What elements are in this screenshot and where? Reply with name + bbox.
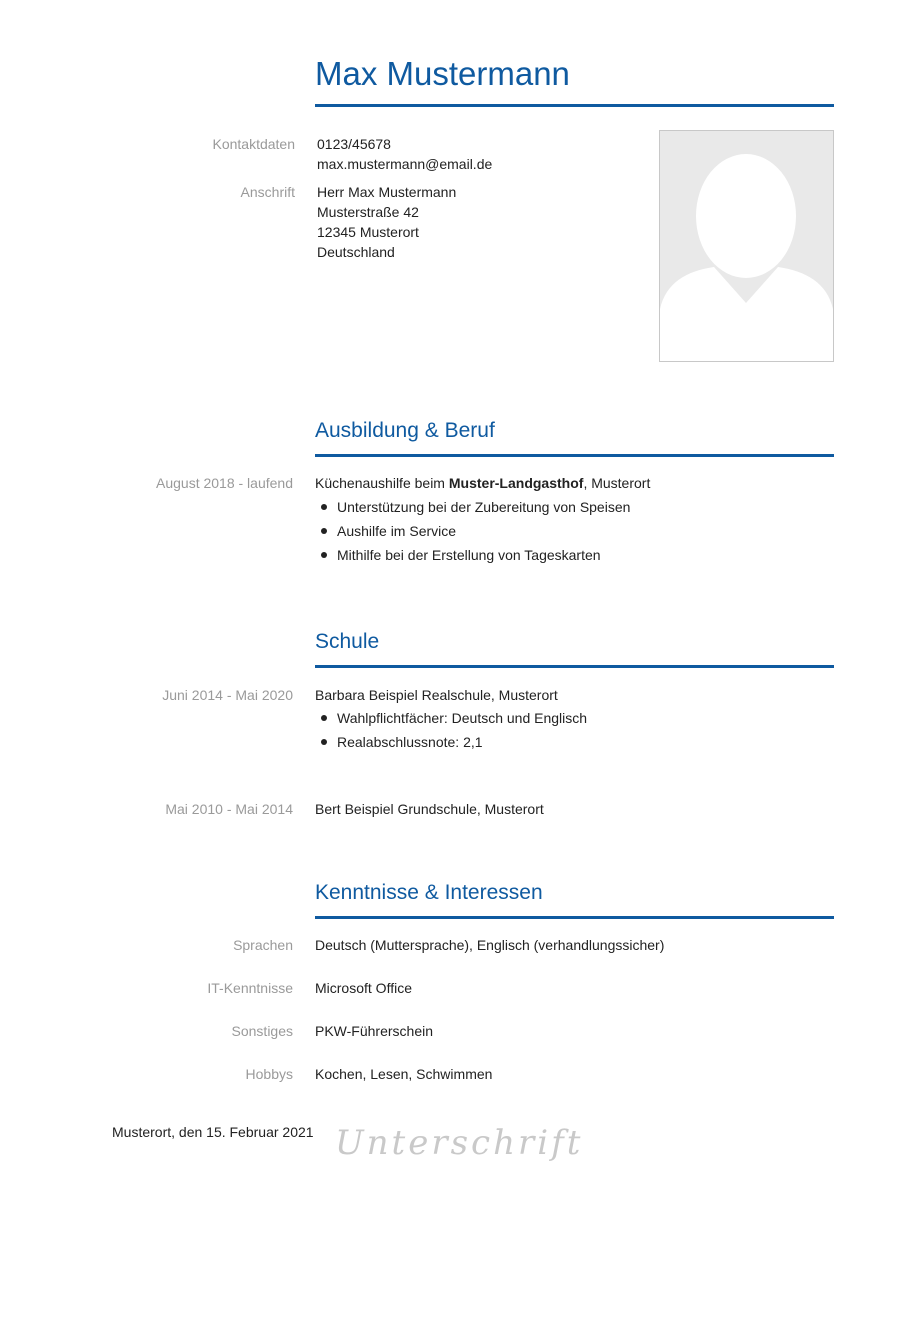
cv-name: Max Mustermann (315, 55, 570, 92)
school-title: Barbara Beispiel Realschule, Musterort (315, 687, 558, 703)
profile-photo-placeholder (659, 130, 834, 362)
contact-label: Kontaktdaten (212, 136, 295, 152)
phone-value: 0123/45678 (317, 136, 391, 152)
career-bullets (315, 497, 630, 569)
list-item: Aushilfe im Service (315, 521, 630, 545)
skill-value: Deutsch (Muttersprache), Englisch (verhandlungssicher) (315, 937, 665, 953)
skill-label: Sprachen (233, 937, 293, 953)
skill-label: IT-Kenntnisse (207, 980, 293, 996)
list-item: Mithilfe bei der Erstellung von Tageskarten (315, 545, 630, 569)
section-divider (315, 454, 834, 457)
section-heading-skills: Kenntnisse & Interessen (315, 881, 543, 904)
section-divider (315, 916, 834, 919)
employer-name: Muster-Landgasthof (448, 475, 584, 491)
signature: Unterschrift (335, 1123, 584, 1163)
list-item: Unterstützung bei der Zubereitung von Speisen (315, 497, 630, 521)
address-label: Anschrift (240, 184, 295, 200)
skill-value: Kochen, Lesen, Schwimmen (315, 1066, 493, 1082)
address-line: Herr Max Mustermann (317, 184, 457, 200)
email-value: max.mustermann@email.de (317, 156, 493, 172)
skill-value: PKW-Führerschein (315, 1023, 434, 1039)
address-line: Deutschland (317, 244, 395, 260)
skill-value: Microsoft Office (315, 980, 412, 996)
skill-label: Sonstiges (231, 1023, 293, 1039)
section-heading-school: Schule (315, 630, 380, 653)
address-line: 12345 Musterort (317, 224, 419, 240)
section-divider (315, 665, 834, 668)
header-divider (315, 104, 834, 107)
career-date: August 2018 - laufend (156, 475, 293, 491)
list-item: Realabschlussnote: 2,1 (315, 732, 587, 756)
skill-label: Hobbys (245, 1066, 293, 1082)
person-silhouette-icon (660, 131, 833, 361)
list-item: Wahlpflichtfächer: Deutsch und Englisch (315, 708, 587, 732)
address-line: Musterstraße 42 (317, 204, 419, 220)
school-title: Bert Beispiel Grundschule, Musterort (315, 801, 544, 817)
section-heading-career: Ausbildung & Beruf (315, 419, 495, 442)
school-date: Mai 2010 - Mai 2014 (165, 801, 293, 817)
school-bullets (315, 708, 587, 756)
school-date: Juni 2014 - Mai 2020 (162, 687, 293, 703)
career-title: Küchenaushilfe beim Muster-Landgasthof, Musterort (315, 475, 651, 491)
place-date: Musterort, den 15. Februar 2021 (112, 1124, 314, 1140)
